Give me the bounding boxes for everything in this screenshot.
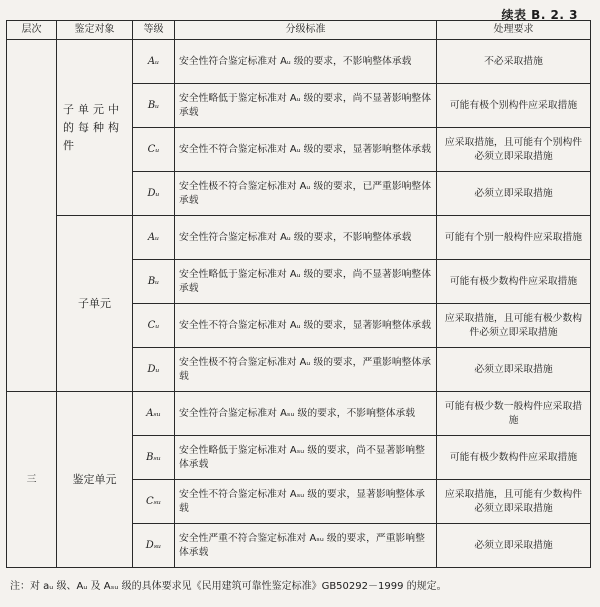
safety-grading-table: [6, 20, 591, 568]
standard-cell: 安全性符合鉴定标准对 Aₛᵤ 级的要求，不影响整体承载: [175, 392, 437, 436]
grade-cell: Cₛᵤ: [133, 480, 175, 524]
standard-cell: 安全性不符合鉴定标准对 Aᵤ 级的要求，显著影响整体承载: [175, 128, 437, 172]
action-cell: 必须立即采取措施: [437, 172, 591, 216]
action-cell: 必须立即采取措施: [437, 524, 591, 568]
action-cell: 应采取措施，且可能有极少数构件必须立即采取措施: [437, 304, 591, 348]
grade-cell: Dᵤ: [133, 172, 175, 216]
grade-cell: Dₛᵤ: [133, 524, 175, 568]
grade-cell: Bᵤ: [133, 84, 175, 128]
standard-cell: 安全性极不符合鉴定标准对 Aᵤ 级的要求，严重影响整体承载: [175, 348, 437, 392]
action-cell: 可能有极少数构件应采取措施: [437, 260, 591, 304]
table-row: [7, 40, 591, 84]
standard-cell: 安全性符合鉴定标准对 Aᵤ 级的要求，不影响整体承载: [175, 216, 437, 260]
table-continued-label: 续表 B. 2. 3: [501, 8, 578, 22]
standard-cell: 安全性不符合鉴定标准对 Aₛᵤ 级的要求，显著影响整体承载: [175, 480, 437, 524]
object-cell: 子单元中的每种构件: [57, 40, 133, 216]
object-cell: 子单元: [57, 216, 133, 392]
table-footnote: 注：对 aᵤ 级、Aᵤ 及 Aₛᵤ 级的具体要求见《民用建筑可靠性鉴定标准》GB50292－1999 的规定。: [10, 581, 447, 592]
table-row: [7, 216, 591, 260]
action-cell: 不必采取措施: [437, 40, 591, 84]
level-cell: 三: [7, 392, 57, 568]
table-row: [7, 392, 591, 436]
standard-cell: 安全性略低于鉴定标准对 Aₛᵤ 级的要求，尚不显著影响整体承载: [175, 436, 437, 480]
header-grade: 等级: [133, 21, 175, 40]
action-cell: 应采取措施，且可能有个别构件必须立即采取措施: [437, 128, 591, 172]
action-cell: 必须立即采取措施: [437, 348, 591, 392]
object-cell: 鉴定单元: [57, 392, 133, 568]
grade-cell: Aᵤ: [133, 40, 175, 84]
header-level: 层次: [7, 21, 57, 40]
standard-cell: 安全性符合鉴定标准对 Aᵤ 级的要求，不影响整体承载: [175, 40, 437, 84]
grade-cell: Bᵤ: [133, 260, 175, 304]
grade-cell: Bₛᵤ: [133, 436, 175, 480]
header-object: 鉴定对象: [57, 21, 133, 40]
standard-cell: 安全性略低于鉴定标准对 Aᵤ 级的要求，尚不显著影响整体承载: [175, 260, 437, 304]
action-cell: 可能有极个别构件应采取措施: [437, 84, 591, 128]
standard-cell: 安全性严重不符合鉴定标准对 Aₛᵤ 级的要求，严重影响整体承载: [175, 524, 437, 568]
grade-cell: Cᵤ: [133, 128, 175, 172]
header-action: 处理要求: [437, 21, 591, 40]
action-cell: 可能有个别一般构件应采取措施: [437, 216, 591, 260]
grade-cell: Cᵤ: [133, 304, 175, 348]
grade-cell: Dᵤ: [133, 348, 175, 392]
standard-cell: 安全性不符合鉴定标准对 Aᵤ 级的要求，显著影响整体承载: [175, 304, 437, 348]
standard-cell: 安全性略低于鉴定标准对 Aᵤ 级的要求，尚不显著影响整体承载: [175, 84, 437, 128]
standard-cell: 安全性极不符合鉴定标准对 Aᵤ 级的要求，已严重影响整体承载: [175, 172, 437, 216]
action-cell: 应采取措施，且可能有少数构件必须立即采取措施: [437, 480, 591, 524]
level-cell: [7, 40, 57, 392]
header-standard: 分级标准: [175, 21, 437, 40]
grade-cell: Aᵤ: [133, 216, 175, 260]
action-cell: 可能有极少数构件应采取措施: [437, 436, 591, 480]
table-header-row: [7, 21, 591, 40]
action-cell: 可能有极少数一般构件应采取措施: [437, 392, 591, 436]
grade-cell: Aₛᵤ: [133, 392, 175, 436]
